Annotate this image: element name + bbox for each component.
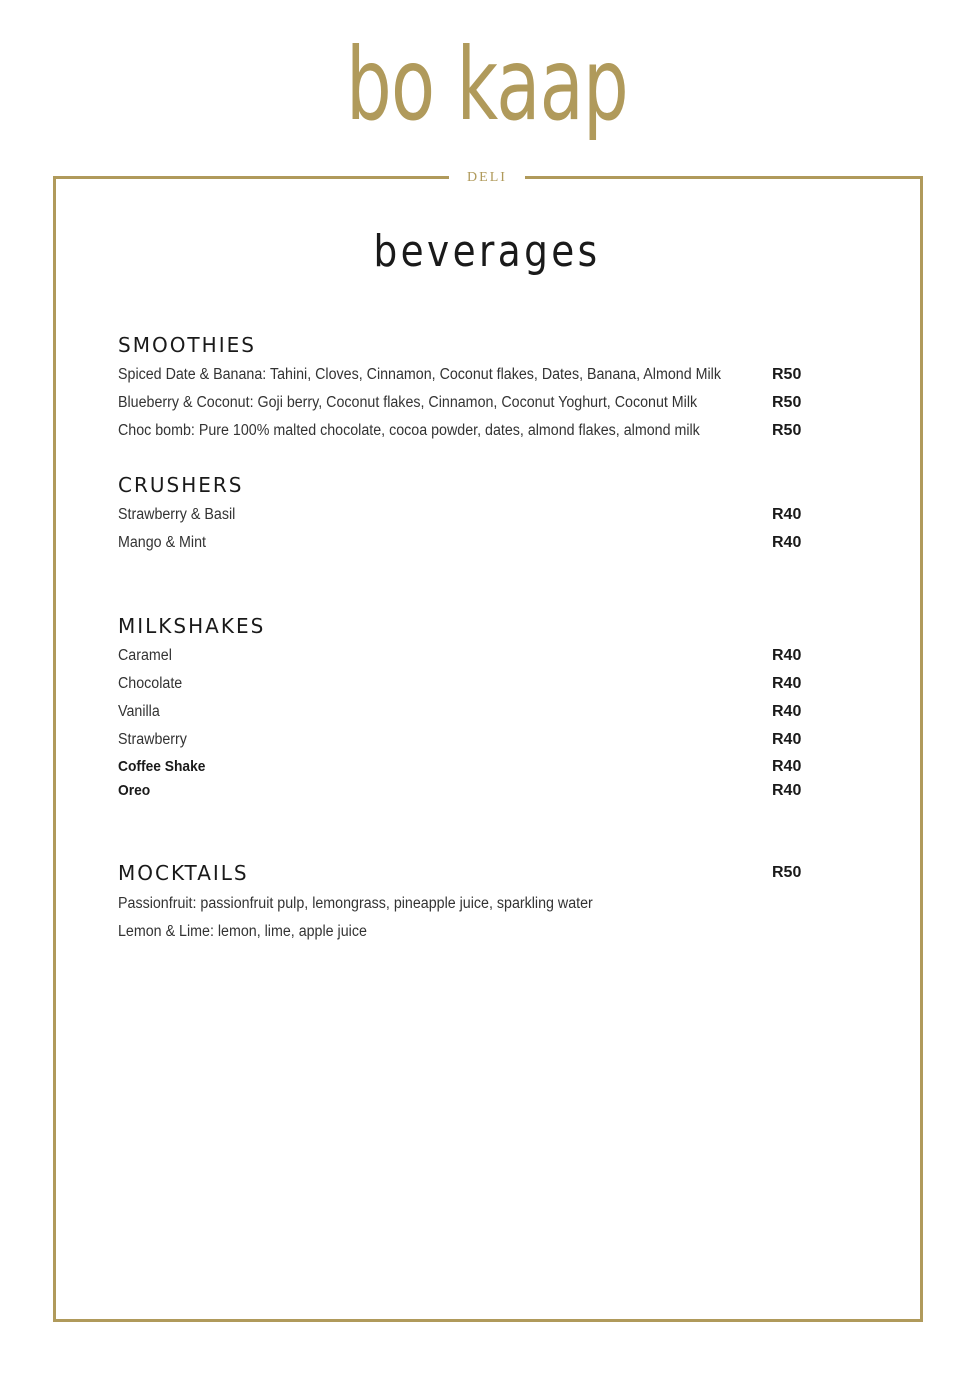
item-name: Blueberry & Coconut: Goji berry, Coconut flakes, Cinnamon, Coconut Yoghurt, Coconut Milk bbox=[118, 394, 698, 411]
item-name: Chocolate bbox=[118, 675, 183, 692]
menu-item bbox=[118, 779, 808, 803]
menu-item bbox=[118, 920, 808, 944]
section-price-mocktails: R50 bbox=[772, 864, 802, 881]
item-price: R40 bbox=[772, 534, 802, 551]
brand-subtitle: DELI bbox=[467, 170, 507, 185]
item-name: Caramel bbox=[118, 647, 172, 664]
item-name: Passionfruit: passionfruit pulp, lemongrass, pineapple juice, sparkling water bbox=[118, 895, 593, 912]
item-price: R40 bbox=[772, 758, 802, 775]
item-price: R40 bbox=[772, 675, 802, 692]
item-price: R40 bbox=[772, 506, 802, 523]
item-price: R50 bbox=[772, 366, 802, 383]
item-name: Strawberry bbox=[118, 731, 187, 748]
item-name: Lemon & Lime: lemon, lime, apple juice bbox=[118, 923, 367, 940]
item-name: Vanilla bbox=[118, 703, 160, 720]
item-name: Coffee Shake bbox=[118, 758, 206, 775]
item-name: Spiced Date & Banana: Tahini, Cloves, Cinnamon, Coconut flakes, Dates, Banana, Almond Milk bbox=[118, 366, 721, 383]
item-price: R40 bbox=[772, 647, 802, 664]
item-name: Strawberry & Basil bbox=[118, 506, 236, 523]
menu-item bbox=[118, 892, 808, 916]
menu-item bbox=[118, 531, 808, 555]
section-title-crushers: CRUSHERS bbox=[118, 473, 244, 497]
item-price: R40 bbox=[772, 782, 802, 799]
menu-item bbox=[118, 363, 808, 387]
item-name: Oreo bbox=[118, 782, 151, 799]
menu-item bbox=[118, 419, 808, 443]
section-title-mocktails: MOCKTAILS bbox=[118, 861, 249, 885]
item-name: Choc bomb: Pure 100% malted chocolate, cocoa powder, dates, almond flakes, almond milk bbox=[118, 422, 700, 439]
menu-item bbox=[118, 644, 808, 668]
menu-item bbox=[118, 391, 808, 415]
section-title-smoothies: SMOOTHIES bbox=[118, 333, 256, 357]
menu-item bbox=[118, 503, 808, 527]
menu-item bbox=[118, 755, 808, 779]
item-price: R50 bbox=[772, 422, 802, 439]
menu-item bbox=[118, 700, 808, 724]
page-title: beverages bbox=[373, 226, 601, 277]
item-price: R40 bbox=[772, 703, 802, 720]
section-title-milkshakes: MILKSHAKES bbox=[118, 614, 266, 638]
menu-item bbox=[118, 672, 808, 696]
brand-logo: bo kaap bbox=[346, 26, 628, 143]
item-price: R40 bbox=[772, 731, 802, 748]
item-price: R50 bbox=[772, 394, 802, 411]
menu-item bbox=[118, 728, 808, 752]
item-name: Mango & Mint bbox=[118, 534, 206, 551]
